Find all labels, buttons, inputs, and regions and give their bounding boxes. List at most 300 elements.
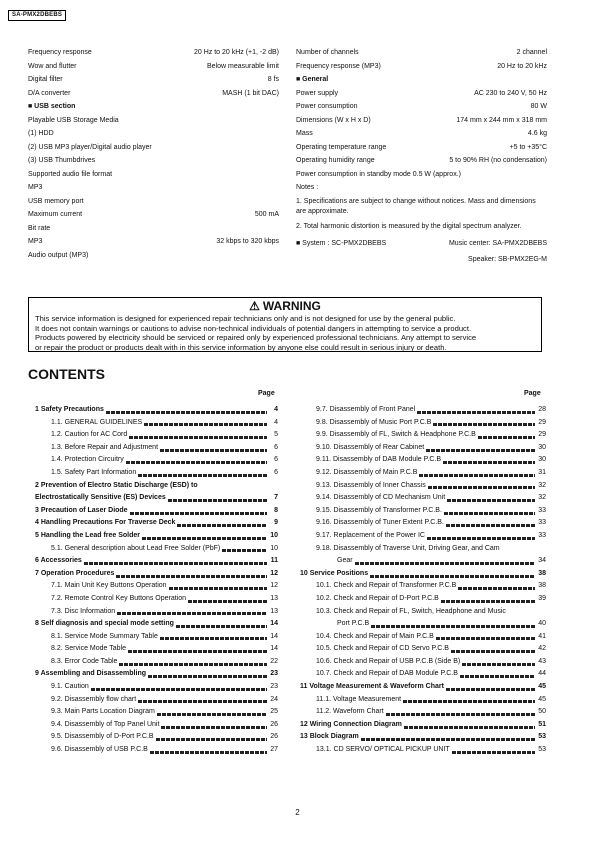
spec-row [296, 181, 547, 195]
toc-subsection[interactable] [300, 406, 546, 419]
toc-section[interactable] [35, 519, 278, 532]
spec-row [28, 114, 279, 128]
toc-leader [169, 587, 267, 590]
toc-subsection[interactable] [35, 733, 278, 746]
toc-page-number: 25 [270, 708, 278, 716]
specs-right-rows [296, 46, 547, 195]
toc-entry-title: 9.12. Disassembly of Main P.C.B [316, 468, 418, 476]
toc-section[interactable] [35, 532, 278, 545]
spec-value: Below measurable limit [207, 62, 279, 70]
system-label: ■ System : SC-PMX2DBEBS [296, 239, 387, 247]
toc-entry-title: 10 Service Positions [300, 569, 369, 577]
toc-subsection[interactable] [35, 633, 278, 646]
toc-leader [426, 449, 535, 452]
toc-entry-title: 9.10. Disassembly of Rear Cabinet [316, 443, 425, 451]
spec-label: Playable USB Storage Media [28, 116, 119, 124]
toc-right-column [300, 406, 546, 759]
toc-entry-title: 9.4. Disassembly of Top Panel Unit [51, 720, 160, 728]
toc-subsection[interactable] [300, 595, 546, 608]
toc-entry-title: 6 Accessories [35, 557, 82, 565]
spec-label: Maximum current [28, 211, 83, 218]
specs-left-column [28, 46, 279, 262]
toc-leader [444, 512, 535, 515]
toc-entry-title: 7 Operation Procedures [35, 569, 115, 577]
toc-page-number: 29 [538, 431, 546, 439]
spec-row [28, 154, 279, 168]
toc-entry-title: 12 Wiring Connection Diagram [300, 720, 402, 728]
toc-page-number: 7 [274, 494, 278, 502]
spec-label: Frequency response [28, 49, 92, 56]
toc-subsection[interactable] [300, 696, 546, 709]
spec-row [296, 60, 547, 74]
spec-row [28, 235, 279, 249]
toc-entry-title: 4 Handling Precautions For Traverse Deck [35, 519, 176, 527]
toc-entry-title: 1.1. GENERAL GUIDELINES [51, 418, 143, 426]
toc-entry-title: 9.2. Disassembly flow chart [51, 695, 137, 703]
spec-label: (1) HDD [28, 130, 54, 137]
system-speaker: Speaker: SB-PMX2EG-M [468, 256, 547, 263]
toc-leader [441, 600, 535, 603]
toc-subsection[interactable] [35, 645, 278, 658]
toc-entry-title: 8 Self diagnosis and special mode setting [35, 620, 174, 628]
spec-label: Supported audio file format [28, 170, 113, 178]
spec-row [296, 114, 547, 128]
spec-label: Operating temperature range [296, 143, 387, 151]
toc-leader [106, 411, 267, 414]
toc-leader [119, 663, 267, 666]
spec-row [28, 46, 279, 60]
toc-subsection[interactable] [35, 431, 278, 444]
toc-page-number: 32 [538, 494, 546, 502]
toc-subsection[interactable] [35, 696, 278, 709]
toc-page-number: 9 [274, 519, 278, 527]
toc-page-number: 29 [538, 418, 546, 426]
spec-row [296, 154, 547, 168]
toc-subsection[interactable] [300, 633, 546, 646]
spec-row [296, 168, 547, 182]
toc-page-number: 14 [270, 645, 278, 653]
toc-page-number: 40 [538, 620, 546, 628]
toc-leader [116, 575, 267, 578]
toc-entry-title: 8.3. Error Code Table [51, 657, 118, 665]
toc-section[interactable] [300, 721, 546, 734]
toc-page-number: 51 [538, 720, 546, 728]
toc-page-number: 34 [538, 557, 546, 565]
toc-left-page-label: Page [258, 390, 275, 397]
toc-page-number: 38 [538, 582, 546, 590]
toc-entry-title: Port P.C.B [337, 620, 370, 628]
toc-page-number: 33 [538, 531, 546, 539]
toc-entry-title: 9.8. Disassembly of Music Port P.C.B [316, 418, 432, 426]
toc-subsection[interactable] [300, 507, 546, 520]
spec-value: +5 to +35°C [509, 143, 547, 151]
contents-title: CONTENTS [28, 366, 105, 382]
toc-leader [222, 549, 267, 552]
toc-subsection[interactable] [300, 419, 546, 432]
spec-label: Audio output (MP3) [28, 251, 89, 259]
toc-leader [176, 625, 267, 628]
toc-section[interactable] [35, 494, 278, 507]
toc-page-number: 30 [538, 456, 546, 464]
toc-leader [371, 625, 535, 628]
spec-label: MP3 [28, 238, 43, 245]
toc-subsection[interactable] [35, 608, 278, 621]
toc-leader [130, 512, 267, 515]
toc-page-number: 5 [274, 431, 278, 439]
toc-page-number: 12 [270, 569, 278, 577]
toc-leader [460, 675, 535, 678]
toc-entry-title: 9.11. Disassembly of DAB Module P.C.B [316, 456, 442, 464]
toc-page-number: 14 [270, 620, 278, 628]
toc-subsection[interactable] [35, 545, 278, 558]
toc-entry-title: 10.5. Check and Repair of CD Servo P.C.B [316, 645, 449, 653]
toc-page-number: 26 [270, 733, 278, 741]
toc-leader [84, 562, 267, 565]
toc-leader [355, 562, 535, 565]
spec-label: MP3 [28, 184, 43, 191]
toc-entry-title: 11 Voltage Measurement & Waveform Chart [300, 683, 444, 691]
toc-entry-title: 2 Prevention of Electro Static Discharge (ESD) to [35, 481, 198, 489]
toc-leader [447, 499, 535, 502]
toc-entry-title: 9.6. Disassembly of USB P.C.B [51, 746, 148, 754]
toc-entry-title: 8.1. Service Mode Summary Table [51, 632, 158, 640]
toc-subsection[interactable] [300, 469, 546, 482]
toc-subsection[interactable] [35, 658, 278, 671]
spec-value: 4.6 kg [527, 130, 547, 137]
toc-subsection[interactable] [300, 482, 546, 495]
toc-leader [144, 423, 267, 426]
warning-line: This service information is designed for experienced repair technicians only and is not designed for use by the general public. [35, 314, 456, 323]
toc-entry-title: 9.17. Replacement of the Power IC [316, 531, 425, 539]
spec-value: 500 mA [254, 211, 279, 218]
spec-label: (3) USB Thumbdrives [28, 157, 96, 164]
spec-row [28, 73, 279, 87]
toc-leader [451, 650, 535, 653]
toc-entry-title: 7.1. Main Unit Key Buttons Operation [51, 582, 167, 590]
toc-leader [404, 726, 535, 729]
toc-leader [91, 688, 267, 691]
toc-page-number: 13 [270, 594, 278, 602]
toc-subsection[interactable] [300, 608, 546, 621]
toc-subsection[interactable] [35, 444, 278, 457]
toc-leader [452, 751, 535, 754]
toc-entry-title: Gear [337, 557, 353, 565]
toc-leader [417, 411, 535, 414]
toc-page-number: 31 [538, 468, 546, 476]
spec-label: Operating humidity range [296, 157, 375, 164]
toc-entry-title: 13.1. CD SERVO/ OPTICAL PICKUP UNIT [316, 746, 450, 754]
model-code-tag: SA-PMX2DBEBS [8, 10, 66, 21]
warning-triangle-icon: ⚠ [249, 299, 260, 313]
toc-leader [128, 650, 267, 653]
warning-heading [35, 299, 535, 314]
toc-subsection[interactable] [35, 419, 278, 432]
toc-leader [150, 751, 267, 754]
toc-leader [436, 637, 535, 640]
spec-row [28, 127, 279, 141]
toc-page-number: 13 [270, 607, 278, 615]
toc-entry-title: 9.9. Disassembly of FL, Switch & Headphone P.C.B [316, 431, 476, 439]
spec-value: 174 mm x 244 mm x 318 mm [456, 116, 547, 124]
toc-section[interactable] [35, 557, 278, 570]
system-music-center: Music center: SA-PMX2DBEBS [448, 239, 547, 247]
toc-subsection[interactable] [300, 708, 546, 721]
spec-label: Number of channels [296, 49, 359, 56]
toc-leader [443, 461, 535, 464]
toc-entry-title: 10.6. Check and Repair of USB P.C.B (Side B) [316, 657, 461, 665]
spec-note: 1. Specifications are subject to change without notices. Mass and dimensions are approximate. [296, 197, 536, 215]
spec-section-heading [28, 100, 279, 114]
toc-subsection[interactable] [300, 658, 546, 671]
toc-page-number: 6 [274, 443, 278, 451]
toc-leader [462, 663, 535, 666]
toc-subsection[interactable] [300, 620, 546, 633]
toc-entry-title: 5 Handling the Lead free Solder [35, 531, 141, 539]
toc-leader [177, 524, 267, 527]
toc-page-number: 24 [270, 695, 278, 703]
toc-leader [156, 738, 267, 741]
toc-leader [433, 423, 535, 426]
toc-leader [160, 449, 267, 452]
spec-label: Mass [296, 130, 313, 137]
spec-label: Dimensions (W x H x D) [296, 116, 371, 124]
spec-label: Power supply [296, 89, 339, 97]
warning-line: or repair the product or products dealt with in this service information by anyone else could result in serious injury or death. [35, 342, 447, 352]
toc-subsection[interactable] [300, 431, 546, 444]
toc-entry-title: 9.15. Disassembly of Transformer P.C.B. [316, 506, 442, 514]
toc-leader [458, 587, 535, 590]
toc-leader [117, 612, 267, 615]
toc-subsection[interactable] [300, 494, 546, 507]
toc-section[interactable] [35, 570, 278, 583]
toc-entry-title: 10.4. Check and Repair of Main P.C.B [316, 632, 434, 640]
system-speaker-row [296, 253, 547, 267]
toc-page-number: 11 [270, 557, 278, 565]
toc-subsection[interactable] [300, 545, 546, 558]
toc-subsection[interactable] [35, 683, 278, 696]
toc-page-number: 4 [274, 406, 278, 413]
system-row [296, 237, 547, 251]
toc-section[interactable] [300, 683, 546, 696]
toc-section[interactable] [35, 406, 278, 419]
toc-leader [427, 537, 535, 540]
toc-leader [403, 700, 535, 703]
toc-leader [142, 537, 267, 540]
toc-entry-title: 5.1. General description about Lead Free Solder (PbF) [51, 544, 221, 552]
spec-row [28, 168, 279, 182]
spec-value: 80 W [530, 103, 547, 110]
toc-section[interactable] [35, 620, 278, 633]
toc-leader [446, 688, 535, 691]
toc-subsection[interactable] [300, 746, 546, 759]
toc-page-number: 33 [538, 519, 546, 527]
spec-label: Wow and flutter [28, 62, 77, 70]
toc-entry-title: 9.13. Disassembly of Inner Chassis [316, 481, 426, 489]
toc-entry-title: 1 Safety Precautions [35, 406, 104, 413]
toc-leader [129, 436, 267, 439]
toc-entry-title: 1.3. Before Repair and Adjustment [51, 443, 159, 451]
toc-subsection[interactable] [35, 708, 278, 721]
toc-page-number: 45 [538, 683, 546, 691]
spec-label: Notes : [296, 184, 319, 191]
toc-leader [386, 713, 535, 716]
spec-label: Digital filter [28, 76, 63, 83]
spec-note: 2. Total harmonic distortion is measured by the digital spectrum analyzer. [296, 222, 522, 230]
toc-page-number: 23 [270, 683, 278, 691]
spec-section-heading [296, 73, 547, 87]
toc-leader [138, 700, 267, 703]
spec-label: Bit rate [28, 224, 51, 232]
toc-subsection[interactable] [300, 557, 546, 570]
toc-entry-title: 1.5. Safety Part Information [51, 468, 137, 476]
spec-row [296, 100, 547, 114]
spec-label: ■ USB section [28, 103, 76, 110]
spec-row [296, 127, 547, 141]
spec-label: D/A converter [28, 89, 71, 97]
toc-subsection[interactable] [35, 721, 278, 734]
toc-page-number: 45 [538, 695, 546, 703]
toc-subsection[interactable] [300, 582, 546, 595]
spec-value: 20 Hz to 20 kHz (+1, -2 dB) [193, 49, 279, 56]
warning-title: WARNING [262, 299, 321, 313]
toc-section[interactable] [35, 482, 278, 495]
toc-subsection[interactable] [35, 456, 278, 469]
toc-subsection[interactable] [35, 595, 278, 608]
toc-page-number: 42 [538, 645, 546, 653]
toc-page-number: 6 [274, 456, 278, 464]
spec-value: 32 kbps to 320 kbps [216, 238, 279, 245]
toc-page-number: 38 [538, 569, 546, 577]
toc-entry-title: 7.2. Remote Control Key Buttons Operation [51, 594, 187, 602]
toc-leader [370, 575, 535, 578]
toc-leader [161, 726, 267, 729]
toc-page-number: 44 [538, 670, 546, 678]
toc-leader [361, 738, 535, 741]
spec-label: ■ General [296, 76, 329, 83]
spec-row [28, 208, 279, 222]
toc-page-number: 33 [538, 506, 546, 514]
spec-label: Frequency response (MP3) [296, 62, 381, 70]
spec-row [296, 46, 547, 60]
toc-entry-title: 13 Block Diagram [300, 733, 359, 741]
toc-leader [160, 637, 267, 640]
toc-entry-title: 11.1. Voltage Measurement [316, 695, 402, 703]
toc-page-number: 43 [538, 657, 546, 665]
toc-page-number: 4 [274, 418, 278, 426]
toc-entry-title: 9.18. Disassembly of Traverse Unit, Driving Gear, and Cam [316, 544, 500, 552]
toc-subsection[interactable] [300, 444, 546, 457]
toc-left-column [35, 406, 278, 759]
spec-label: USB memory port [28, 197, 84, 205]
toc-section[interactable] [300, 733, 546, 746]
spec-label: Power consumption [296, 103, 358, 110]
spec-value: 5 to 90% RH (no condensation) [449, 157, 547, 164]
spec-label: Power consumption in standby mode 0.5 W (approx.) [296, 170, 461, 178]
toc-subsection[interactable] [35, 469, 278, 482]
toc-page-number: 6 [274, 468, 278, 476]
toc-subsection[interactable] [300, 645, 546, 658]
toc-page-number: 53 [538, 746, 546, 754]
toc-entry-title: 7.3. Disc Information [51, 607, 116, 615]
spec-row [28, 249, 279, 263]
toc-entry-title: 9.14. Disassembly of CD Mechanism Unit [316, 494, 446, 502]
toc-leader [428, 486, 535, 489]
toc-page-number: 12 [270, 582, 278, 590]
toc-subsection[interactable] [300, 670, 546, 683]
toc-page-number: 39 [538, 594, 546, 602]
toc-page-number: 14 [270, 632, 278, 640]
toc-entry-title: 1.2. Caution for AC Cord [51, 431, 128, 439]
toc-page-number: 22 [270, 657, 278, 665]
toc-entry-title: 10.3. Check and Repair of FL, Switch, Headphone and Music [316, 607, 506, 615]
toc-section[interactable] [300, 570, 546, 583]
toc-leader [446, 524, 535, 527]
toc-leader [138, 474, 267, 477]
toc-leader [148, 675, 267, 678]
spec-value: MASH (1 bit DAC) [222, 89, 279, 97]
toc-page-number: 10 [270, 544, 278, 552]
toc-entry-title: 10.2. Check and Repair of D-Port P.C.B [316, 594, 439, 602]
toc-entry-title: 9.3. Main Parts Location Diagram [51, 708, 155, 716]
toc-page-number: 26 [270, 720, 278, 728]
specs-right-column [296, 46, 547, 267]
toc-entry-title: 9.5. Disassembly of D-Port P.C.B [51, 733, 154, 741]
spec-label: (2) USB MP3 player/Digital audio player [28, 143, 152, 151]
toc-subsection[interactable] [300, 456, 546, 469]
spec-value: AC 230 to 240 V, 50 Hz [474, 89, 547, 97]
toc-entry-title: 10.1. Check and Repair of Transformer P.C.B [316, 582, 457, 590]
toc-page-number: 27 [270, 746, 278, 754]
toc-entry-title: 10.7. Check and Repair of DAB Module P.C.B [316, 670, 458, 678]
toc-entry-title: Electrostatically Sensitive (ES) Devices [35, 494, 166, 502]
toc-entry-title: 9.16. Disassembly of Tuner Extent P.C.B. [316, 519, 444, 527]
page-number: 2 [295, 808, 300, 817]
toc-page-number: 30 [538, 443, 546, 451]
spec-value: 2 channel [516, 49, 547, 56]
toc-leader [478, 436, 535, 439]
toc-subsection[interactable] [35, 582, 278, 595]
toc-subsection[interactable] [35, 746, 278, 759]
toc-page-number: 28 [538, 406, 546, 413]
spec-value: 20 Hz to 20 kHz [497, 62, 547, 70]
toc-page-number: 32 [538, 481, 546, 489]
toc-section[interactable] [35, 670, 278, 683]
toc-page-number: 50 [538, 708, 546, 716]
warning-box [28, 297, 542, 352]
spec-row [28, 222, 279, 236]
toc-page-number: 8 [274, 506, 278, 514]
toc-entry-title: 8.2. Service Mode Table [51, 645, 126, 653]
toc-entry-title: 9.1. Caution [51, 683, 89, 691]
toc-leader [419, 474, 535, 477]
toc-entry-title: 9 Assembling and Disassembling [35, 670, 146, 678]
toc-leader [126, 461, 267, 464]
toc-subsection[interactable] [300, 519, 546, 532]
spec-row [28, 60, 279, 74]
warning-line: Products powered by electricity should be serviced or repaired only by experienced professional technicians. Any attempt to service [35, 333, 477, 343]
toc-leader [157, 713, 267, 716]
toc-leader [168, 499, 267, 502]
toc-section[interactable] [35, 507, 278, 520]
toc-leader [188, 600, 267, 603]
toc-page-number: 10 [270, 531, 278, 539]
toc-entry-title: 11.2. Waveform Chart [316, 708, 384, 716]
toc-subsection[interactable] [300, 532, 546, 545]
toc-page-number: 23 [270, 670, 278, 678]
toc-entry-title: 3 Precaution of Laser Diode [35, 506, 128, 514]
spec-row [296, 141, 547, 155]
toc-page-number: 53 [538, 733, 546, 741]
